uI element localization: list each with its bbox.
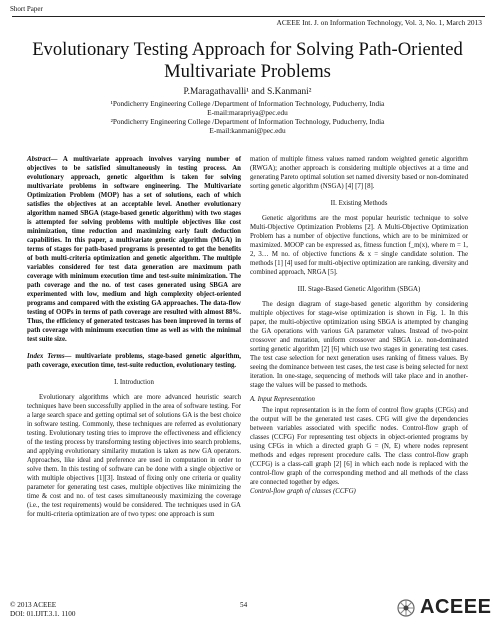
existing-methods-heading: II. Existing Methods: [330, 200, 388, 207]
input-representation-paragraph: The input representation is in the form of control flow graphs (CFGs) and the output will be the generated test cases. CFG will give the dependencies between variables associated with specific nodes. Control-flow graph of classes (CCFG) For representing test objects in object-oriented programs by using CFGs in which a directed graph G = (N, E) where nodes represent methods and edges represent procedure calls. The class control-flow graph (CCFG) is a class-call graph [2] [6] in which each node is replaced with the control-flow graph of the corresponding method and all methods of the class are connected together by edges.: [250, 407, 468, 486]
sbga-heading: III. Stage-Based Genetic Algorithm (SBGA): [297, 286, 421, 293]
index-terms: [27, 352, 241, 370]
input-representation-heading: A. Input Representation: [250, 396, 315, 403]
affiliation-1: ¹Pondicherry Engineering College /Department of Information Technology, Puducherry, India: [110, 99, 385, 108]
aceee-logo: [395, 596, 491, 619]
affiliation-2: ²Pondicherry Engineering College /Department of Information Technology, Puducherry, India: [110, 117, 385, 126]
footer-left: [10, 601, 75, 619]
existing-methods-paragraph: Genetic algorithms are the most popular heuristic technique to solve Multi-Objective Optimization Problems [2]. A Multi-Objective Optimization Problem has a number of objective functions, which are to be minimized or maximized. MOOP can be expressed as, fitness function f_m(x), where m = 1, 2, 3… M no. of objective functions & x = single candidate solution. The methods [1] [4] used for multi-objective optimization are ranking, diversity and combined approach, NRGA [5].: [250, 215, 468, 276]
abstract-text: A multivariate approach involves varying number of objectives to be satisfied simultaneously in testing process. An evolutionary approach, genetic algorithm is taken for solving multivariate problems in software engineering. The Multivariate Optimization Problem (MOP) has a set of solutions, each of which satisfies the objectives at an acceptable level. Another evolutionary algorithm named SBGA (stage-based genetic algorithm) with two stages is attempted for solving problems with multiple objectives like cost minimization, time reduction and maximizing early fault deduction capabilities. In this paper, a multivariate genetic algorithm (MGA) in terms of stages for path-based programs is presented to get the benefits of both multi-criteria optimization and genetic algorithm. The multiple variables considered for test data generation are maximum path coverage with minimum execution time and test-suite minimization. The path coverage and the no. of test cases generated using SBGA are experimented with low, medium and high complexity object-oriented programs and compared with the existing GA approaches. The data-flow testing of OOPs in terms of path coverage are resulted with almost 88%. Thus, the efficiency of generated testcases has been improved in terms of path coverage with minimum execution time as well as with the minimal test suite size.: [27, 156, 241, 343]
right-column: [250, 155, 468, 496]
index-terms-label: Index Terms—: [27, 353, 72, 360]
header-rule: [12, 16, 485, 17]
journal-reference: ACEEE Int. J. on Information Technology, Vol. 3, No. 1, March 2013: [276, 18, 482, 27]
abstract-label: Abstract—: [27, 156, 58, 163]
authors: P.Maragathavalli¹ and S.Kanmani²: [183, 87, 312, 97]
email-2: E-mail:kanmani@pec.edu: [209, 126, 286, 135]
introduction-heading: I. Introduction: [114, 379, 154, 386]
abstract: [27, 155, 241, 344]
short-paper-label: Short Paper: [10, 5, 43, 13]
right-continuation-paragraph: mation of multiple fitness values named random weighted genetic algorithm (RWGA); another approach is considering multiple objectives at a time and generating Pareto optimal solution set named diversity based or non-dominated sorting genetic algorithm (NSGA) [4] [7] [8].: [250, 156, 468, 190]
aceee-logo-icon: [395, 597, 417, 619]
aceee-logo-text: ACEEE: [420, 596, 492, 618]
ccfg-caption: Control-flow graph of classes (CCFG): [250, 488, 356, 495]
introduction-paragraph: Evolutionary algorithms which are more advanced heuristic search techniques have been successfully applied in the area of software testing. For a large search space and getting optimal set of solutions GA is the best choice in software testing. Commonly, these techniques are referred as evolutionary testing. Evolutionary testing tries to improve the effectiveness and efficiency of the testing process by transforming testing objectives into search problems, and applying evolutionary similarity mutation is taken as new GA operators. Approaches, like ideal and preference are used in computation in order to solve them. In this testing of software can be done with a single objective or with multiple objectives [1][3]. Instead of fixing only one criteria or quality parameter for generating test cases, multiple objectives like minimizing the time & cost and no. of test cases simultaneously maximizing the coverage (i.e., the test requirements) would be considered. The techniques used in GA for multi-criteria optimization are of two types: one approach is sum: [27, 394, 241, 518]
index-terms-text: multivariate problems, stage-based genetic algorithm, path coverage, execution time, test-suite reduction, evolutionary testing.: [27, 353, 241, 369]
email-1: E-mail:marapriya@pec.edu: [207, 108, 288, 117]
left-column: [27, 155, 241, 519]
sbga-paragraph: The design diagram of stage-based genetic algorithm by considering multiple objectives for stage-wise optimization is shown in Fig. 1. In this paper, the multi-objective optimization using SBGA is attempted by changing the GA operations with various GA parameter values. Instead of two-point crossover and mutation, uniform crossover and SBGA i.e. non-dominated sorting genetic algorithm [2] [6] which use two stages in generating test cases. The test case selection for next generation uses ranking of fitness values. By seeing the dominance between test cases, the test case is being selected for next iteration. In one-stage, sequencing of methods will take place and in another-stage the values will be passed to methods.: [250, 301, 468, 389]
copyright-text: © 2013 ACEEE: [10, 601, 57, 609]
doi-text: DOI: 01.IJIT.3.1. 1100: [10, 610, 76, 618]
page-number: 54: [240, 601, 248, 609]
paper-title: Evolutionary Testing Approach for Solving Path-Oriented Multivariate Problems: [32, 39, 463, 82]
